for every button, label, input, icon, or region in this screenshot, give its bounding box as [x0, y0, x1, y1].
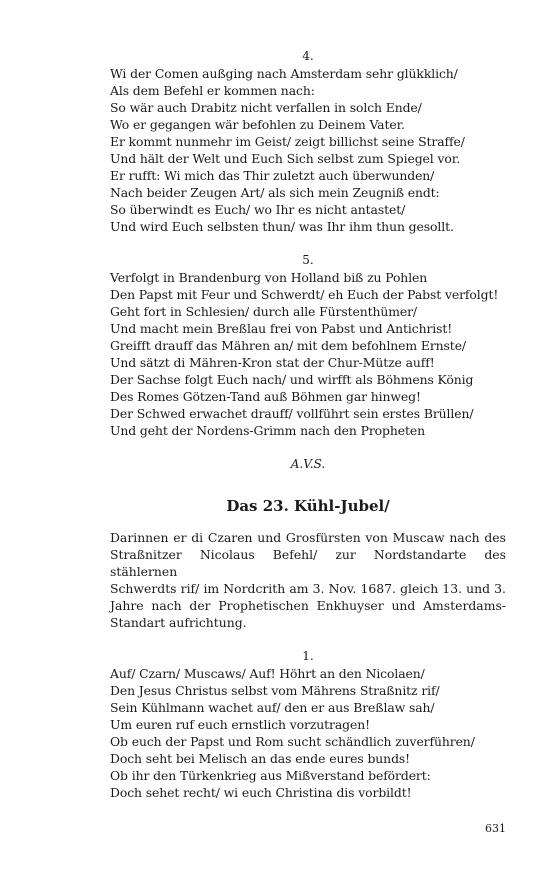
- page-number: 631: [485, 822, 506, 835]
- verse-line: Geht fort in Schlesien/ durch alle Fürstenthümer/: [110, 304, 417, 319]
- stanza-lines: [110, 65, 506, 235]
- verse-line: Greifft drauff das Mähren an/ mit dem befohlnem Ernste/: [110, 338, 466, 353]
- verse-line: Des Romes Götzen-Tand auß Böhmen gar hinweg!: [110, 389, 421, 404]
- author-signature: A.V.S.: [290, 457, 326, 471]
- verse-line: Der Schwed erwachet drauff/ vollführt sein erstes Brüllen/: [110, 406, 474, 421]
- intro-line: Darinnen er di Czaren und Grosfürsten von Muscaw nach des: [110, 530, 506, 545]
- spacer: [110, 631, 506, 648]
- verse-line: Und hält der Welt und Euch Sich selbst zum Spiegel vor.: [110, 151, 461, 166]
- stanza-number: 4.: [302, 49, 314, 63]
- stanza-number: 5.: [302, 253, 314, 267]
- verse-line: Auf/ Czarn/ Muscaws/ Auf! Höhrt an den Nicolaen/: [110, 666, 425, 681]
- verse-line: Und macht mein Breßlau frei von Pabst und Antichrist!: [110, 321, 453, 336]
- intro-line: Jahre nach der Prophetischen Enkhuyser und Amsterdams-: [110, 598, 506, 613]
- verse-line: Ob euch der Papst und Rom sucht schändlich zuverführen/: [110, 734, 475, 749]
- intro-line: Straßnitzer Nicolaus Befehl/ zur Nordstandarte des stählernen: [110, 547, 506, 579]
- spacer: [110, 517, 506, 529]
- verse-line: Doch seht bei Melisch an das ende eures bunds!: [110, 751, 411, 766]
- section-heading: Das 23. Kühl-Jubel/: [226, 497, 390, 515]
- stanza-lines: [110, 269, 506, 439]
- verse-line: Ob ihr den Türkenkrieg aus Mißverstand befördert:: [110, 768, 431, 783]
- page-body: [110, 48, 506, 801]
- stanza-lines: [110, 665, 506, 801]
- verse-line: Wo er gegangen wär befohlen zu Deinem Vater.: [110, 117, 405, 132]
- intro-line: Schwerdts rif/ im Nordcrith am 3. Nov. 1687. gleich 13. und 3.: [110, 581, 506, 596]
- verse-line: Nach beider Zeugen Art/ als sich mein Zeugniß endt:: [110, 185, 440, 200]
- verse-line: Sein Kühlmann wachet auf/ den er aus Breßlaw sah/: [110, 700, 435, 715]
- verse-line: Und wird Euch selbsten thun/ was Ihr ihm thun gesollt.: [110, 219, 454, 234]
- spacer: [110, 439, 506, 456]
- verse-line: So wär auch Drabitz nicht verfallen in solch Ende/: [110, 100, 422, 115]
- section-intro: [110, 529, 506, 631]
- verse-line: So überwindt es Euch/ wo Ihr es nicht antastet/: [110, 202, 406, 217]
- verse-line: Der Sachse folgt Euch nach/ und wirfft als Böhmens König: [110, 372, 474, 387]
- verse-line: Er rufft: Wi mich das Thir zuletzt auch überwunden/: [110, 168, 435, 183]
- verse-line: Als dem Befehl er kommen nach:: [110, 83, 315, 98]
- verse-line: Doch sehet recht/ wi euch Christina dis vorbildt!: [110, 785, 412, 800]
- verse-line: Wi der Comen außging nach Amsterdam sehr glükklich/: [110, 66, 458, 81]
- verse-line: Verfolgt in Brandenburg von Holland biß zu Pohlen: [110, 270, 428, 285]
- spacer: [110, 235, 506, 252]
- stanza-1: [110, 648, 506, 801]
- stanza-4: [110, 48, 506, 235]
- verse-line: Den Papst mit Feur und Schwerdt/ eh Euch der Pabst verfolgt!: [110, 287, 499, 302]
- intro-line: Standart aufrichtung.: [110, 615, 247, 630]
- verse-line: Und geht der Nordens-Grimm nach den Propheten: [110, 423, 425, 438]
- verse-line: Den Jesus Christus selbst vom Mährens Straßnitz rif/: [110, 683, 440, 698]
- spacer: [110, 473, 506, 495]
- verse-line: Und sätzt di Mähren-Kron stat der Chur-Mütze auff!: [110, 355, 435, 370]
- stanza-5: [110, 252, 506, 439]
- verse-line: Er kommt nunmehr im Geist/ zeigt billichst seine Straffe/: [110, 134, 465, 149]
- stanza-number: 1.: [302, 649, 314, 663]
- verse-line: Um euren ruf euch ernstlich vorzutragen!: [110, 717, 370, 732]
